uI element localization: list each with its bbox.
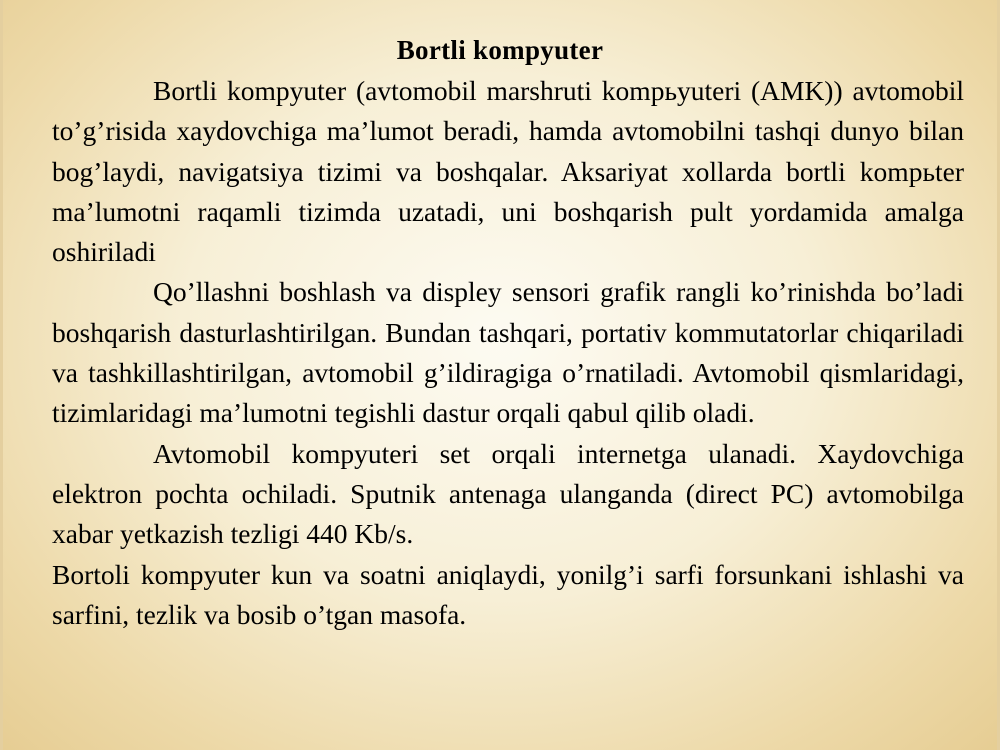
slide-body: [52, 71, 964, 635]
paragraph-1: Bortli kompyuter (avtomobil marshruti kompьyuteri (AMK)) avtomobil to’g’risida xaydovchiga ma’lumot beradi, hamda avtomobilni tashqi dunyo bilan bog’laydi, navigatsiya tizimi va boshqalar. Aksariyat xollarda bortli kompьter ma’lumotni raqamli tizimda uzatadi, uni boshqarish pult yordamida amalga oshiriladi: [52, 75, 964, 268]
paragraph-3: Avtomobil kompyuteri set orqali internetga ulanadi. Xaydovchiga elektron pochta ochiladi. Sputnik antenaga ulanganda (direct PC) avtomobilga xabar yetkazish tezligi 440 Kb/s.: [52, 437, 964, 550]
paragraph-2: Qo’llashni boshlash va displey sensori grafik rangli ko’rinishda bo’ladi boshqarish dasturlashtirilgan. Bundan tashqari, portativ kommutatorlar chiqariladi va tashkillashtirilgan, avtomobil g’ildiragiga o’rnatiladi. Avtomobil qismlaridagi, tizimlaridagi ma’lumotni tegishli dastur orqali qabul qilib oladi.: [52, 276, 964, 429]
slide-title: Bortli kompyuter: [396, 35, 604, 65]
paragraph-4: Bortoli kompyuter kun va soatni aniqlaydi, yonilg’i sarfi forsunkani ishlashi va sarfini, tezlik va bosib o’tgan masofa.: [52, 558, 964, 630]
